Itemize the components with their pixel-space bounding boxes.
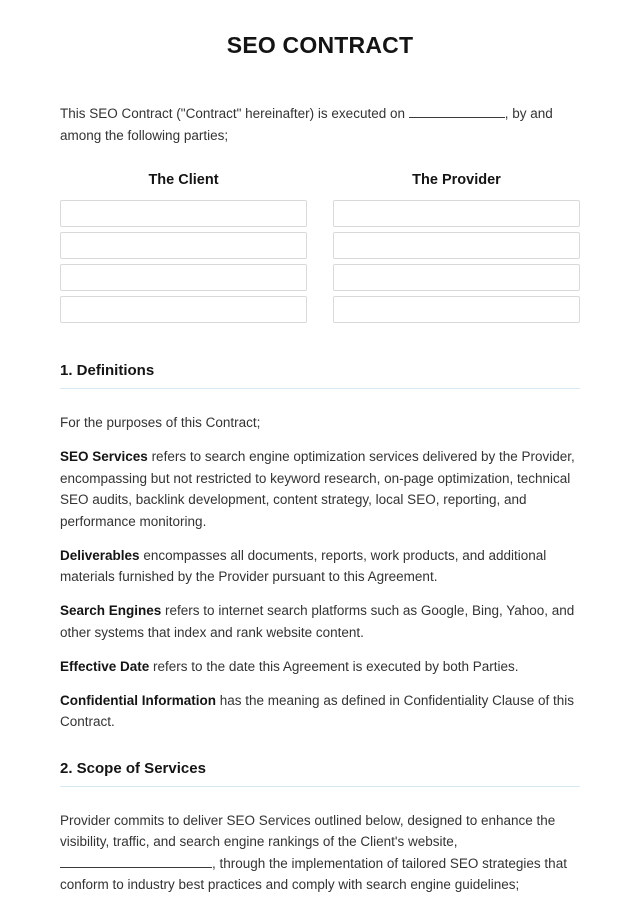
scope-text-after: , through the implementation of tailored SEO strategies that conform to industry best practices and comply with search engine guidelines; [60,855,567,892]
intro-text-after: , by and among the following parties; [60,106,553,143]
definition-text: refers to internet search platforms such as Google, Bing, Yahoo, and other systems that index and rank website content. [60,603,575,640]
parties-section [60,172,580,328]
client-heading: The Client [148,172,219,188]
execution-date-blank[interactable] [409,106,505,118]
section-divider [60,388,580,389]
provider-heading: The Provider [412,172,501,188]
provider-field-4[interactable] [333,296,580,323]
client-field-2[interactable] [60,232,307,259]
scope-section-heading: 2. Scope of Services [60,759,206,777]
provider-column [333,172,580,328]
definition-effective-date [60,656,580,678]
definition-deliverables [60,545,580,588]
scope-of-services-section [60,760,580,896]
definition-term: Confidential Information [60,692,216,708]
definition-text: encompasses all documents, reports, work products, and additional materials furnished by the Provider pursuant to this Agreement. [60,547,547,584]
definition-seo-services [60,446,580,532]
scope-text-before: Provider commits to deliver SEO Services outlined below, designed to enhance the visibility, traffic, and search engine rankings of the Client's website, [60,812,556,849]
provider-field-1[interactable] [333,200,580,227]
definitions-section-heading: 1. Definitions [60,362,155,379]
definition-search-engines [60,600,580,643]
definition-text: refers to the date this Agreement is executed by both Parties. [149,658,519,674]
client-column [60,172,307,328]
definition-term: Effective Date [60,658,150,674]
client-website-blank[interactable] [60,856,212,868]
definitions-lead-paragraph: For the purposes of this Contract; [60,415,261,430]
document-title: SEO CONTRACT [226,32,414,58]
provider-field-3[interactable] [333,264,580,291]
provider-field-2[interactable] [333,232,580,259]
definition-term: Deliverables [60,547,140,563]
client-field-3[interactable] [60,264,307,291]
scope-paragraph [60,810,580,896]
definition-term: SEO Services [60,449,148,464]
definition-text: refers to search engine optimization services delivered by the Provider, encompassing but not restricted to keyword research, on-page optimization, technical SEO audits, backlink development, content strategy, local SEO, reporting, and performance monitoring. [60,449,575,529]
definition-confidential-information [60,690,580,733]
definition-text: has the meaning as defined in Confidentiality Clause of this Contract. [60,692,574,729]
section-divider [60,786,580,787]
intro-text-before: This SEO Contract ("Contract" hereinafter) is executed on [60,106,409,121]
client-field-1[interactable] [60,200,307,227]
client-field-4[interactable] [60,296,307,323]
definition-term: Search Engines [60,603,162,618]
intro-paragraph [60,103,580,146]
definitions-section [60,362,580,733]
